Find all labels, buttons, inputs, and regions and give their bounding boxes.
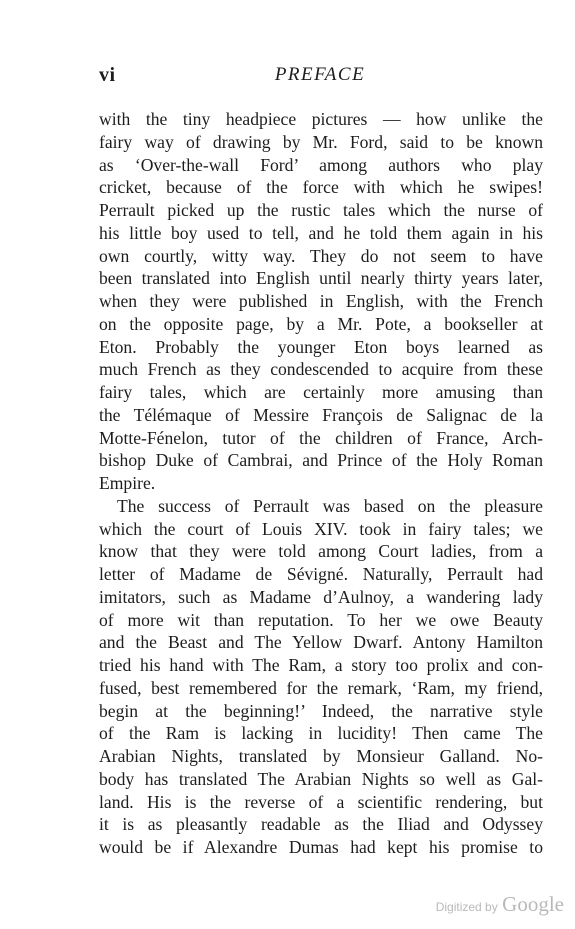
text-line: imitators, such as Madame d’Aulnoy, a wandering lady xyxy=(99,586,543,607)
text-line: letter of Madame de Sévigné. Naturally, Perrault had xyxy=(99,564,543,584)
text-line: been translated into English until nearly thirty years later, xyxy=(99,268,543,289)
body-text xyxy=(99,108,543,859)
text-line: and the Beast and The Yellow Dwarf. Antony Hamilton xyxy=(99,632,543,653)
text-line: it is as pleasantly readable as the Iliad and Odyssey xyxy=(99,814,543,835)
text-line: on the opposite page, by a Mr. Pote, a bookseller at xyxy=(99,313,543,334)
paragraph-end-line: Empire. xyxy=(99,473,156,493)
text-line: body has translated The Arabian Nights so well as Gal- xyxy=(99,768,543,789)
text-line: fused, best remembered for the remark, ‘Ram, my friend, xyxy=(99,677,543,698)
text-line: own courtly, witty way. They do not seem to have xyxy=(99,245,543,266)
text-line: of more wit than reputation. To her we owe Beauty xyxy=(99,609,543,630)
google-logo: Google xyxy=(502,892,564,916)
digitized-label: Digitized by xyxy=(435,900,498,914)
digitized-watermark xyxy=(436,892,564,917)
text-line: as ‘Over-the-wall Ford’ among authors who play xyxy=(99,154,543,175)
text-line: Perrault picked up the rustic tales which the nurse of xyxy=(99,200,543,220)
text-line: bishop Duke of Cambrai, and Prince of the Holy Roman xyxy=(99,450,543,471)
text-line: tried his hand with The Ram, a story too prolix and con- xyxy=(99,655,543,675)
text-line: Motte-Fénelon, tutor of the children of France, Arch- xyxy=(99,427,543,448)
text-line: would be if Alexandre Dumas had kept his promise to xyxy=(99,837,543,857)
running-title: PREFACE xyxy=(274,64,366,85)
text-line: Arabian Nights, translated by Monsieur Galland. No- xyxy=(99,746,543,766)
text-line: with the tiny headpiece pictures — how unlike the xyxy=(99,109,543,129)
text-line: fairy way of drawing by Mr. Ford, said to be known xyxy=(99,131,543,152)
text-line: when they were published in English, with the French xyxy=(99,291,543,311)
text-line: of the Ram is lacking in lucidity! Then came The xyxy=(99,723,543,744)
text-line: begin at the beginning!’ Indeed, the narrative style xyxy=(99,700,543,721)
text-line: Eton. Probably the younger Eton boys learned as xyxy=(99,336,543,357)
text-line: land. His is the reverse of a scientific rendering, but xyxy=(99,791,543,812)
text-line: much French as they condescended to acquire from these xyxy=(99,359,543,380)
text-line: his little boy used to tell, and he told them again in his xyxy=(99,222,543,243)
text-line: fairy tales, which are certainly more amusing than xyxy=(99,382,543,402)
text-line: the Télémaque of Messire François de Salignac de la xyxy=(99,404,543,425)
paragraph-start-line: The success of Perrault was based on the pleasure xyxy=(117,495,543,516)
page-header xyxy=(97,64,543,92)
page-number: vi xyxy=(99,64,116,86)
text-line: know that they were told among Court ladies, from a xyxy=(99,541,543,562)
text-line: cricket, because of the force with which he swipes! xyxy=(99,177,543,198)
text-line: which the court of Louis XIV. took in fairy tales; we xyxy=(99,518,543,539)
